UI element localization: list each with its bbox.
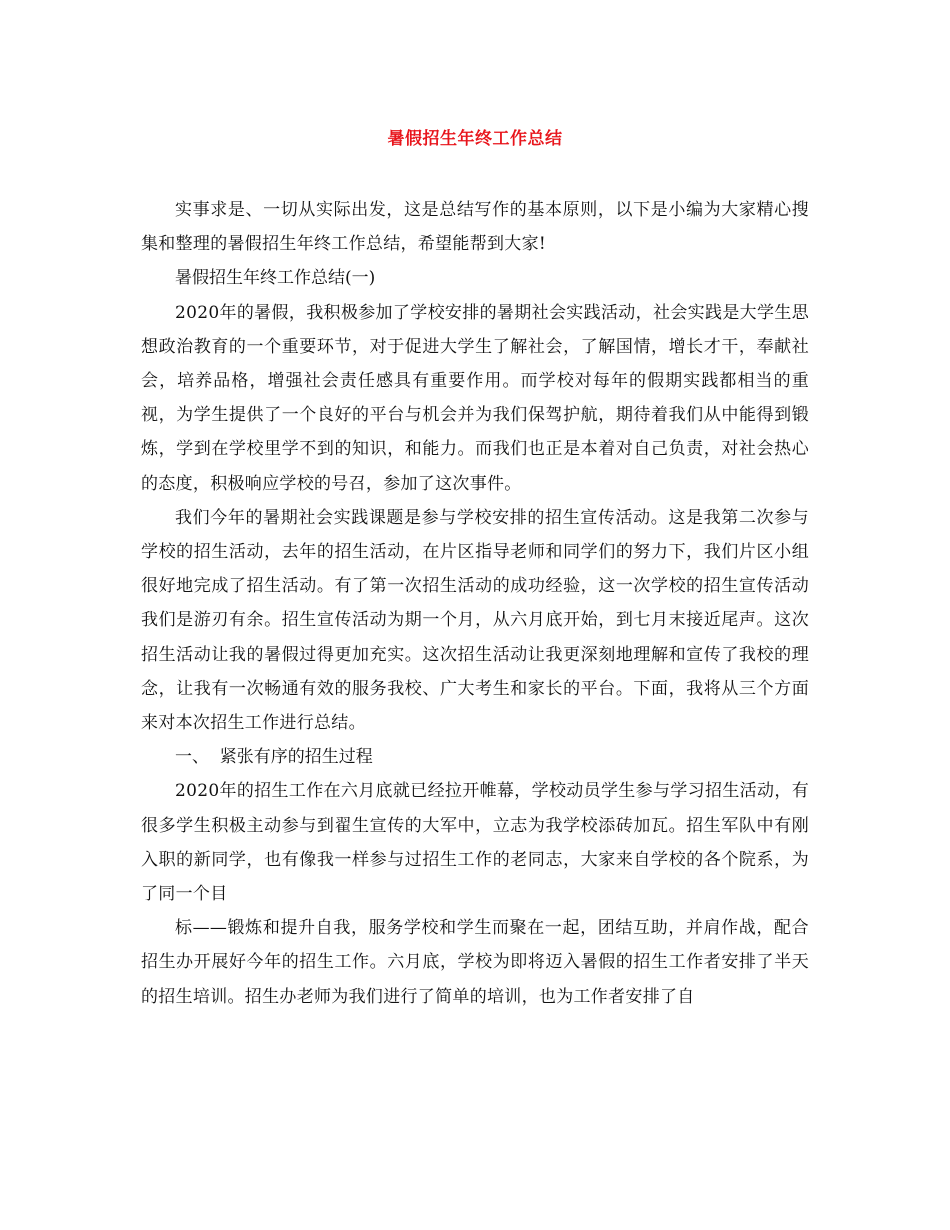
body-paragraph: 2020年的招生工作在六月底就已经拉开帷幕，学校动员学生参与学习招生活动，有很多学生积极主动参与到翟生宣传的大军中，立志为我学校添砖加瓦。招生军队中有刚入职的新同学，也有像我一样参与过招生工作的老同志，大家来自学校的各个院系，为了同一个目 bbox=[141, 781, 809, 905]
section-heading-1: 暑假招生年终工作总结(一) bbox=[175, 268, 376, 289]
body-paragraph: 2020年的暑假，我积极参加了学校安排的暑期社会实践活动，社会实践是大学生思想政治教育的一个重要环节，对于促进大学生了解社会，了解国情，增长才干，奉献社会，培养品格，增强社会责任感具有重要作用。而学校对每年的假期实践都相当的重视，为学生提供了一个良好的平台与机会并为我们保驾护航，期待着我们从中能得到锻炼，学到在学校里学不到的知识，和能力。而我们也正是本着对自己负责，对社会热心的态度，积极响应学校的号召，参加了这次事件。 bbox=[141, 302, 809, 494]
document-title: 暑假招生年终工作总结 bbox=[387, 129, 563, 149]
document-body bbox=[141, 193, 809, 1014]
subsection-heading: 一、 紧张有序的招生过程 bbox=[175, 747, 373, 768]
intro-paragraph: 实事求是、一切从实际出发，这是总结写作的基本原则，以下是小编为大家精心搜集和整理的暑假招生年终工作总结，希望能帮到大家! bbox=[141, 200, 809, 255]
body-paragraph: 我们今年的暑期社会实践课题是参与学校安排的招生宣传活动。这是我第二次参与学校的招生活动，去年的招生活动，在片区指导老师和同学们的努力下，我们片区小组很好地完成了招生活动。有了第一次招生活动的成功经验，这一次学校的招生宣传活动我们是游刃有余。招生宣传活动为期一个月，从六月底开始，到七月末接近尾声。这次招生活动让我的暑假过得更加充实。这次招生活动让我更深刻地理解和宣传了我校的理念，让我有一次畅通有效的服务我校、广大考生和家长的平台。下面，我将从三个方面来对本次招生工作进行总结。 bbox=[141, 507, 809, 734]
body-paragraph: 标——锻炼和提升自我，服务学校和学生而聚在一起，团结互助，并肩作战，配合招生办开展好今年的招生工作。六月底，学校为即将迈入暑假的招生工作者安排了半天的招生培训。招生办老师为我们进行了简单的培训，也为工作者安排了自 bbox=[141, 918, 809, 1007]
